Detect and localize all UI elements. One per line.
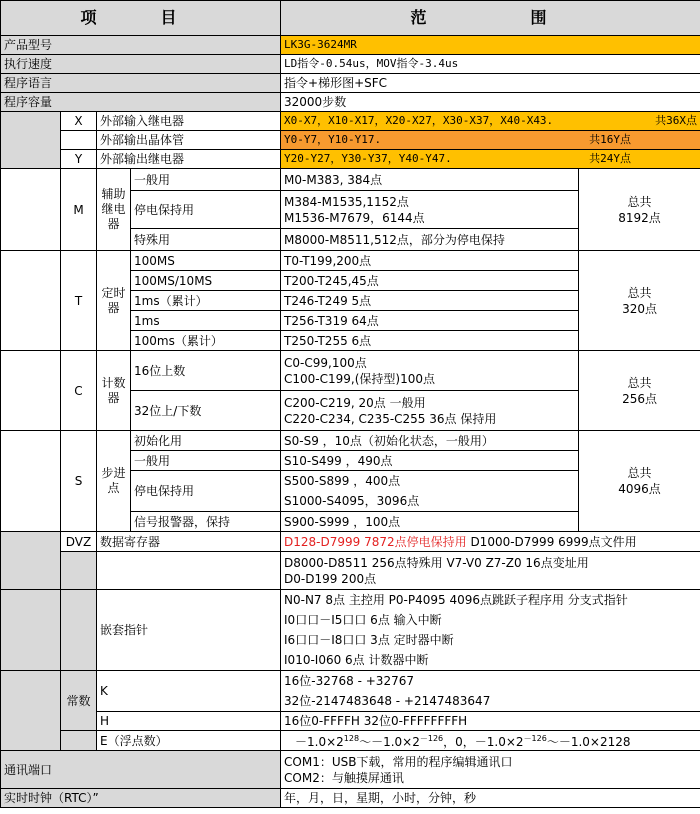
comm-value: COM1：USB下载，常用的程序编辑通讯口 COM2：与触摸屏通讯 [281,751,700,789]
t-item-value: T256-T319 64点 [281,311,579,331]
const-spacer [1,671,61,751]
s-item-init-value: S0-S9 ，10点（初始化状态，一般用） [281,431,579,451]
s-item-init-label: 初始化用 [131,431,281,451]
nest-code-empty [61,590,97,671]
m-code: M [61,169,97,251]
comm-label: 通讯端口 [1,751,281,789]
t-total: 总共 320点 [579,251,700,351]
rtc-label: 实时时钟（RTC）” [1,789,281,808]
header-range: 范 围 [281,1,700,36]
dvz-spacer [1,532,61,590]
nest-label: 嵌套指针 [97,590,281,671]
c-item-16bit-value: C0-C99,100点 C100-C199,(保持型)100点 [281,351,579,391]
m-item-general-value: M0-M383, 384点 [281,169,579,191]
y-code: Y [61,150,97,169]
t-group: 定时器 [97,251,131,351]
y-label: 外部输出继电器 [97,150,281,169]
capacity-value: 32000步数 [281,93,700,112]
m-total: 总共 8192点 [579,169,700,251]
speed-label: 执行速度 [1,55,281,74]
c-total: 总共 256点 [579,351,700,431]
m-item-general-label: 一般用 [131,169,281,191]
m-spacer [1,169,61,251]
c-item-32bit-value: C200-C219, 20点 一般用 C220-C234, C235-C255 36点 保持用 [281,391,579,431]
const-h-value: 16位0-FFFFH 32位0-FFFFFFFFH [281,712,700,731]
t-spacer [1,251,61,351]
x-label: 外部输入继电器 [97,112,281,131]
m-group: 辅助继电器 [97,169,131,251]
yt-value: Y0-Y7，Y10-Y17. 共16Y点 [281,131,700,150]
dvz-special-value: D8000-D8511 256点特殊用 V7-V0 Z7-Z0 16点变址用 D0-D199 200点 [281,552,700,590]
language-label: 程序语言 [1,74,281,93]
m-item-special-label: 特殊用 [131,229,281,251]
s-item-retain-label: 停电保持用 [131,471,281,512]
m-item-special-value: M8000-M8511,512点，部分为停电保持 [281,229,579,251]
const-e-value: $-1.0\times 2^{128}\sim-1.0\times 2^{-126}$，0，$-1.0\times 2^{-126}\sim-1.0\times 2128$ [281,731,700,751]
yt-code-empty [61,131,97,150]
y-value: Y20-Y27，Y30-Y37，Y40-Y47. 共24Y点 [281,150,700,169]
t-item-label: 100MS [131,251,281,271]
s-spacer [1,431,61,532]
language-value: 指令+梯形图+SFC [281,74,700,93]
t-item-label: 1ms（累计） [131,291,281,311]
c-spacer [1,351,61,431]
t-item-label: 100ms（累计） [131,331,281,351]
dvz-code: DVZ [61,532,97,552]
t-code: T [61,251,97,351]
dvz-retain-text: D128-D7999 7872点停电保持用 [284,534,467,549]
m-item-retain-label: 停电保持用 [131,191,281,229]
dvz-code-empty [61,552,97,590]
dvz-label: 数据寄存器 [97,532,281,552]
t-item-label: 100MS/10MS [131,271,281,291]
s-item-general-label: 一般用 [131,451,281,471]
dvz-label-empty [97,552,281,590]
model-value: LK3G-3624MR [281,36,700,55]
c-code: C [61,351,97,431]
s-item-alarm-label: 信号报警器，保持 [131,512,281,532]
c-group: 计数器 [97,351,131,431]
io-section-spacer [1,112,61,169]
s-item-alarm-value: S900-S999 ，100点 [281,512,579,532]
t-item-value: T200-T245,45点 [281,271,579,291]
capacity-label: 程序容量 [1,93,281,112]
t-item-label: 1ms [131,311,281,331]
dvz-value: D128-D7999 7872点停电保持用 D1000-D7999 6999点文件用 [281,532,700,552]
s-total: 总共 4096点 [579,431,700,532]
const-e-code-empty [61,731,97,751]
s-item-general-value: S10-S499 ，490点 [281,451,579,471]
const-label: 常数 [61,671,97,731]
rtc-value: 年，月，日，星期，小时，分钟，秒 [281,789,700,808]
nest-values: N0-N7 8点 主控用 P0-P4095 4096点跳跃子程序用 分支式指针 I0口口－I5口口 6点 输入中断 I6口口－I8口口 3点 定时器中断 I010-I060 6点 计数器中断 [281,590,700,671]
c-item-32bit-label: 32位上/下数 [131,391,281,431]
t-item-value: T0-T199,200点 [281,251,579,271]
const-h-label: H [97,712,281,731]
nest-spacer [1,590,61,671]
t-item-value: T250-T255 6点 [281,331,579,351]
const-e-label: E（浮点数） [97,731,281,751]
x-code: X [61,112,97,131]
m-item-retain-value: M384-M1535,1152点 M1536-M7679，6144点 [281,191,579,229]
const-k-value: 16位-32768 - +32767 32位-2147483648 - +2147483647 [281,671,700,712]
header-item: 项 目 [1,1,281,36]
yt-label: 外部输出晶体管 [97,131,281,150]
const-k-label: K [97,671,281,712]
x-value: X0-X7，X10-X17，X20-X27，X30-X37，X40-X43. 共36X点 [281,112,700,131]
model-label: 产品型号 [1,36,281,55]
s-code: S [61,431,97,532]
c-item-16bit-label: 16位上数 [131,351,281,391]
speed-value: LD指令-0.54us，MOV指令-3.4us [281,55,700,74]
t-item-value: T246-T249 5点 [281,291,579,311]
s-group: 步进点 [97,431,131,532]
s-item-retain-value: S500-S899 ，400点 S1000-S4095，3096点 [281,471,579,512]
